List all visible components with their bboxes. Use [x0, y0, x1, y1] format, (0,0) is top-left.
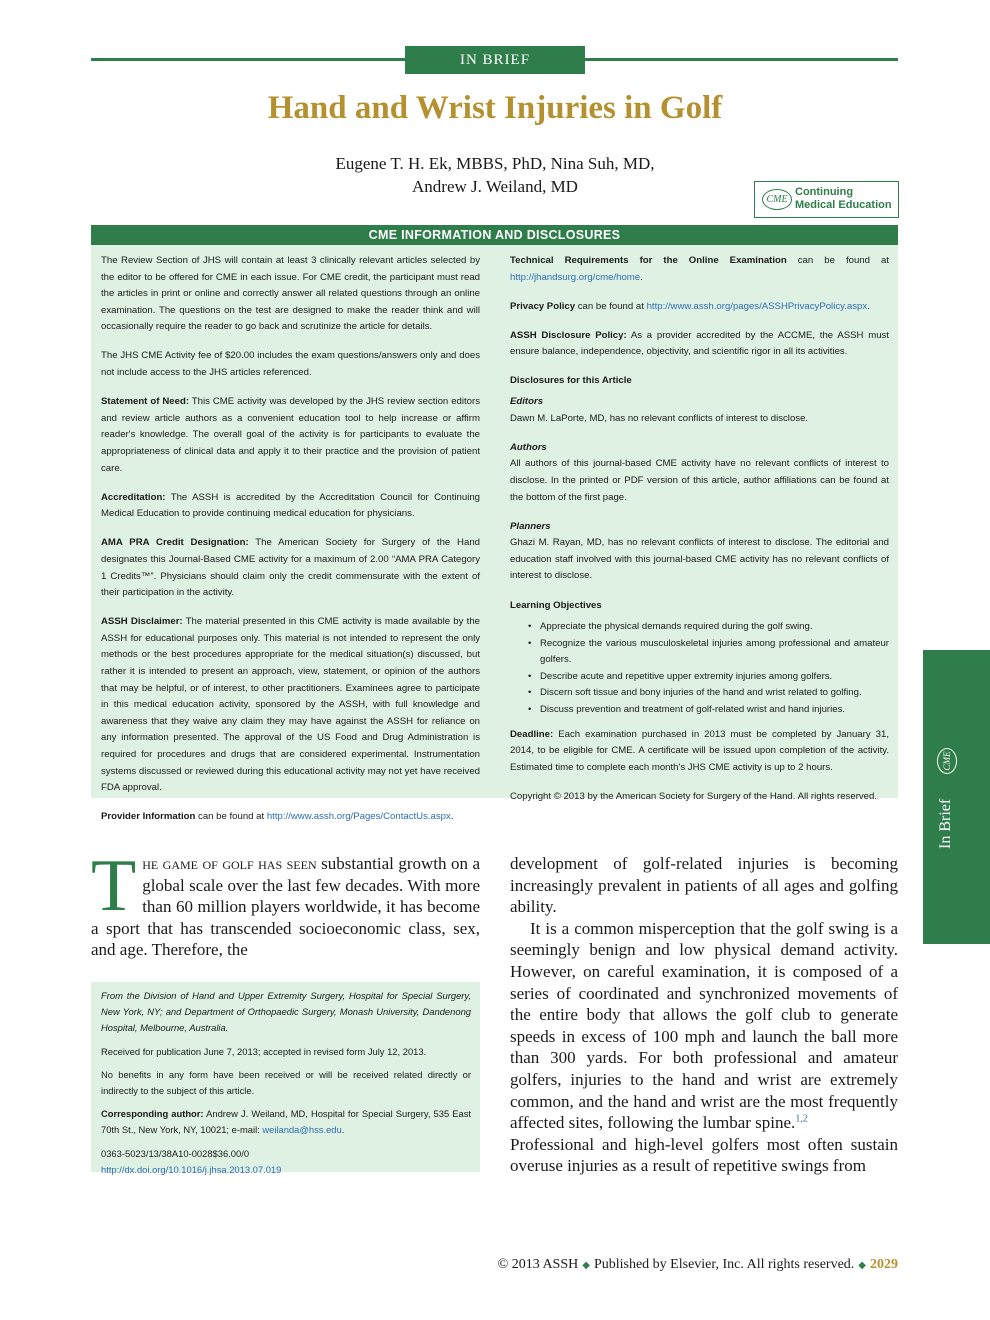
- footer-copyright: © 2013 ASSH: [497, 1257, 579, 1272]
- tech-paragraph: [510, 253, 889, 286]
- body-paragraph-text: It is a common misperception that the golf swing is a seemingly benign and low physical demand activity. However, on careful examination, it is composed of a series of coordinated and synchronized movements of the entire body that allows the golf club to generate speeds in excess of 100 mph and launch the ball more than 300 yards. For both professional and amateur golfers, injuries to the hand and wrist are extremely common, and the hand and wrist are the most frequently affected sites, following the lumbar spine.: [510, 918, 898, 1133]
- intro-text: substantial growth on a global scale over the last few decades. With more than 60 million players worldwide, it has become a sport that has transcended socioeconomic class, sex, and age. Therefore, the: [91, 854, 480, 960]
- cme-heading: CME INFORMATION AND DISCLOSURES: [91, 225, 898, 245]
- list-item: • Appreciate the physical demands required during the golf swing.: [540, 619, 889, 636]
- privacy-text: can be found at: [575, 300, 647, 312]
- need-paragraph: [101, 394, 480, 477]
- objectives-heading: Learning Objectives: [510, 599, 602, 611]
- doi-link[interactable]: http://dx.doi.org/10.1016/j.jhsa.2013.07.019: [101, 1163, 282, 1175]
- provider-paragraph: [101, 809, 480, 826]
- disclosure-text: As a provider accredited by the ACCME, the ASSH must ensure balance, independence, objectivity, and scientific rigor in all its activities.: [510, 329, 889, 358]
- authors-heading: Authors: [510, 441, 547, 453]
- cme-badge-label: Continuing Medical Education: [795, 186, 892, 211]
- page-footer: [498, 1257, 898, 1273]
- reference-link[interactable]: 1,2: [795, 1113, 808, 1125]
- body-paragraph: Professional and high-level golfers most often sustain overuse injuries as a result of repetitive swings from: [510, 1134, 898, 1176]
- corresponding-text: Andrew J. Weiland, MD, Hospital for Special Surgery, 535 East 70th St., New York, NY, 10021; e-mail:: [101, 1108, 471, 1136]
- disclosure-label: ASSH Disclosure Policy:: [510, 329, 627, 341]
- body-right-column: [510, 853, 898, 1177]
- email-link[interactable]: weilanda@hss.edu: [262, 1124, 342, 1136]
- issn-text: 0363-5023/13/38A10-0028$36.00/0: [101, 1147, 250, 1159]
- authors-line-2: Andrew J. Weiland, MD: [412, 177, 578, 196]
- cme-copyright: Copyright © 2013 by the American Society for Surgery of the Hand. All rights reserved.: [510, 790, 878, 802]
- disclosure-policy-paragraph: [510, 328, 889, 361]
- deadline-text: Each examination purchased in 2013 must be completed by January 31, 2014, to be eligible for CME. A certificate will be issued upon completion of the activity. Estimated time to complete each month's JHS CME activity is up to 2 hours.: [510, 728, 889, 773]
- received-text: Received for publication June 7, 2013; accepted in revised form July 12, 2013.: [101, 1045, 427, 1057]
- tech-end: .: [640, 271, 643, 283]
- diamond-icon: ◆: [582, 1260, 590, 1271]
- body-paragraph: [510, 918, 898, 1134]
- body-paragraph: development of golf-related injuries is becoming increasingly prevalent in patients of all ages and golfing ability.: [510, 854, 898, 917]
- header-rule-right: [585, 58, 898, 61]
- list-item: • Recognize the various musculoskeletal injuries among professional and amateur golfers.: [540, 636, 889, 669]
- deadline-label: Deadline:: [510, 728, 554, 740]
- affiliation-box: [91, 982, 480, 1175]
- cme-information-box: [91, 245, 898, 823]
- section-tab: IN BRIEF: [405, 46, 585, 74]
- privacy-paragraph: [510, 299, 889, 316]
- privacy-end: .: [867, 300, 870, 312]
- cme-badge[interactable]: [754, 181, 899, 218]
- cme-icon: CME: [937, 748, 957, 774]
- provider-label: Provider Information: [101, 811, 196, 823]
- deadline-paragraph: [510, 727, 889, 777]
- list-item: • Describe acute and repetitive upper extremity injuries among golfers.: [540, 669, 889, 686]
- header-rule-left: [91, 58, 405, 61]
- diamond-icon: ◆: [858, 1260, 866, 1271]
- corresponding-end: .: [341, 1124, 345, 1136]
- tech-text: can be found at: [786, 255, 889, 266]
- affiliation-text: From the Division of Hand and Upper Extremity Surgery, Hospital for Special Surgery, New York, NY; and Department of Orthopaedic Surgery, Monash University, Dandenong Hospital, Melbourne, Australia.: [101, 990, 471, 1034]
- body-left-column: [91, 845, 480, 961]
- provider-link[interactable]: http://www.assh.org/Pages/ContactUs.aspx: [266, 811, 451, 823]
- provider-end: .: [450, 811, 454, 823]
- side-tab-label: In Brief: [937, 798, 954, 849]
- corresponding-author: [101, 1106, 471, 1138]
- ama-paragraph: [101, 535, 480, 601]
- corresponding-label: Corresponding author:: [101, 1108, 204, 1120]
- list-item: • Discern soft tissue and bony injuries of the hand and wrist related to golfing.: [540, 685, 889, 702]
- cme-right-column: [510, 253, 889, 818]
- footer-publisher: Published by Elsevier, Inc. All rights reserved.: [593, 1257, 855, 1272]
- need-text: This CME activity was developed by the JHS review section editors and review article authors as a convenient education tool to help increase or affirm reader's knowledge. The overall goal of the activity is for participants to evaluate the appropriateness of clinical data and apply it to their practice and the provision of patient care.: [101, 396, 480, 474]
- cme-icon: CME: [762, 189, 792, 210]
- side-tab-content: [923, 650, 990, 944]
- planners-heading: Planners: [510, 520, 551, 532]
- disclaimer-paragraph: [101, 614, 480, 797]
- disclosures-heading: Disclosures for this Article: [510, 375, 632, 387]
- disclaimer-text: The material presented in this CME activity is made available by the ASSH for educational purposes only. This material is not intended to represent the only methods or the best procedures appropriate for the medical situation(s) discussed, but rather it is intended to present an approach, view, statement, or opinion of the authors that may be helpful, or of interest, to other practitioners. Examinees agree to participate in this medical education activity, sponsored by the ASSH, with full knowledge and awareness that they waive any claim they may have against the ASSH for reliance on any information presented. The approval of the US Food and Drug Administration is required for procedures and drugs that are considered experimental. Instrumentation systems discussed or reviewed during this educational activity may not yet have received FDA approval.: [101, 616, 480, 794]
- privacy-label: Privacy Policy: [510, 300, 576, 312]
- side-tab: [923, 650, 990, 944]
- page-number: 2029: [870, 1257, 898, 1272]
- privacy-link[interactable]: http://www.assh.org/pages/ASSHPrivacyPolicy.aspx: [646, 300, 868, 312]
- editors-text: Dawn M. LaPorte, MD, has no relevant conflicts of interest to disclose.: [510, 412, 809, 424]
- accreditation-paragraph: [101, 490, 480, 523]
- tech-label: Technical Requirements for the Online Examination: [510, 255, 787, 266]
- planners-text: Ghazi M. Rayan, MD, has no relevant conflicts of interest to disclose. The editorial and education staff involved with this journal-based CME activity has no relevant conflicts of interest to disclose.: [510, 537, 889, 582]
- review-paragraph: The Review Section of JHS will contain at least 3 clinically relevant articles selected by the editor to be offered for CME in each issue. For CME credit, the participant must read the articles in print or online and correctly answer all related questions through an online examination. The questions on the test are designed to make the reader think and will occasionally require the reader to go back and scrutinize the article for details.: [101, 255, 480, 333]
- fee-paragraph: The JHS CME Activity fee of $20.00 includes the exam questions/answers only and does not include access to the JHS articles referenced.: [101, 350, 480, 379]
- editors-heading: Editors: [510, 396, 544, 408]
- authors-text: All authors of this journal-based CME activity have no relevant conflicts of interest to disclose. In the printed or PDF version of this article, author affiliations can be found at the bottom of the first page.: [510, 458, 889, 503]
- affiliation-content: [101, 988, 471, 1178]
- accreditation-text: The ASSH is accredited by the Accreditation Council for Continuing Medical Education to provide continuing medical education for physicians.: [101, 491, 480, 520]
- list-item: • Discuss prevention and treatment of golf-related wrist and hand injuries.: [540, 702, 889, 719]
- tech-link[interactable]: http://jhandsurg.org/cme/home: [510, 271, 641, 283]
- article-title: Hand and Wrist Injuries in Golf: [267, 90, 723, 126]
- ama-label: AMA PRA Credit Designation:: [101, 537, 249, 549]
- cme-left-column: [101, 253, 480, 838]
- ama-text: The American Society for Surgery of the Hand designates this Journal-Based CME activity for a maximum of 2.00 “AMA PRA Category 1 Credits™”. Physicians should claim only the credit commensurate with the extent of their participation in the activity.: [101, 537, 480, 599]
- intro-paragraph: [91, 845, 480, 961]
- lead-smallcaps: he game of golf has seen: [142, 854, 317, 873]
- disclaimer-label: ASSH Disclaimer:: [101, 616, 183, 628]
- provider-text: can be found at: [195, 811, 267, 823]
- drop-cap: T: [91, 845, 137, 927]
- accreditation-label: Accreditation:: [101, 491, 166, 503]
- authors-line-1: Eugene T. H. Ek, MBBS, PhD, Nina Suh, MD,: [335, 154, 655, 173]
- objectives-list: [510, 619, 889, 719]
- need-label: Statement of Need:: [101, 396, 190, 408]
- benefits-text: No benefits in any form have been received or will be received related directly or indirectly to the subject of this article.: [101, 1068, 471, 1097]
